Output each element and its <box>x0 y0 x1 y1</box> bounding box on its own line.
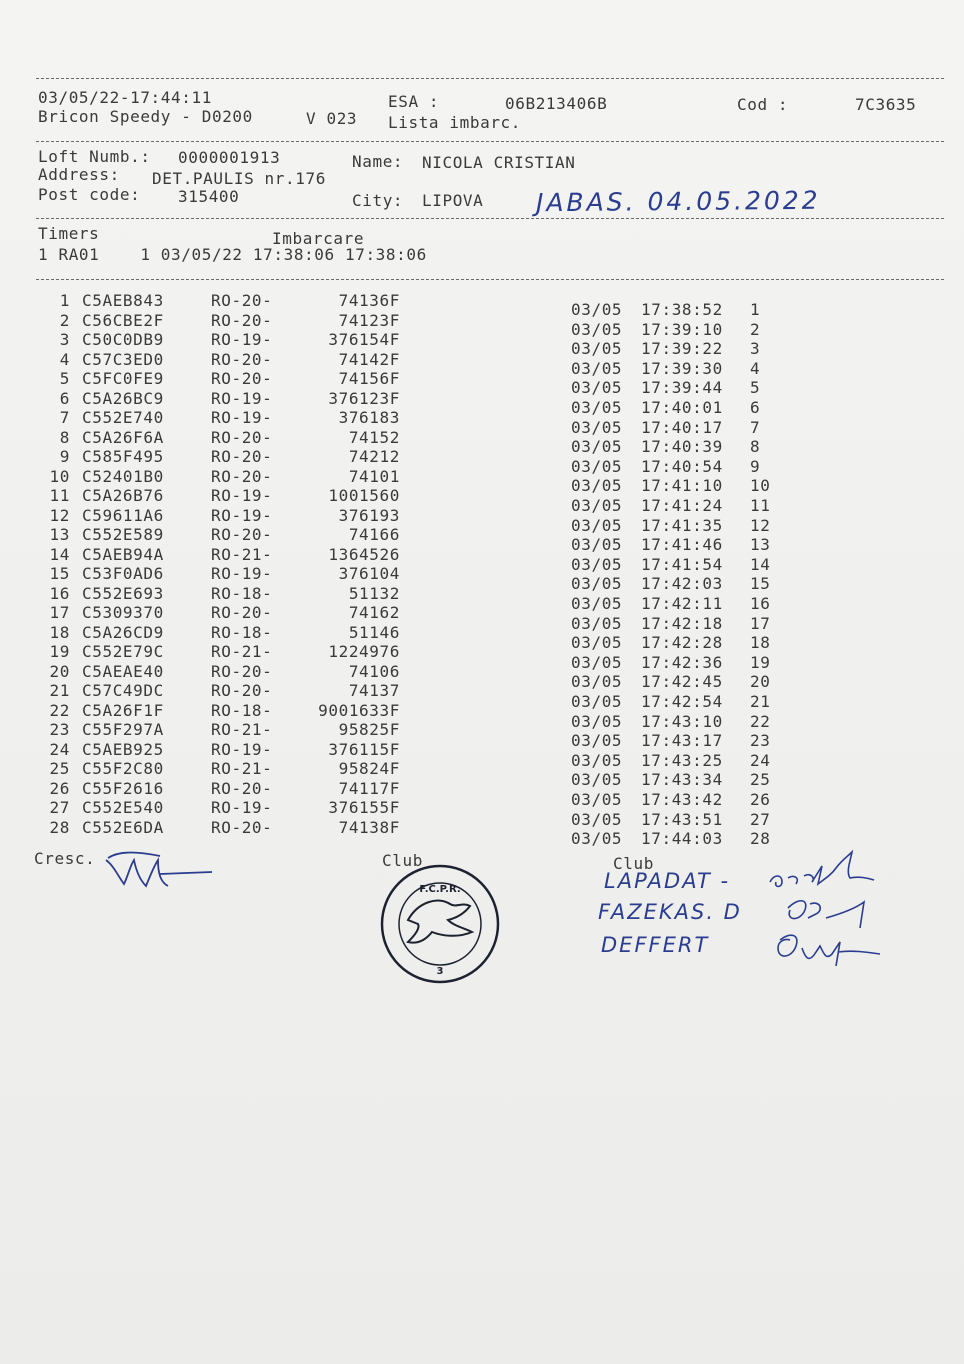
entry-index: 10 <box>49 466 70 486</box>
entry-ring-prefix: RO-19- <box>211 408 273 427</box>
post-code-value: 315400 <box>178 187 240 206</box>
entry-date: 03/05 <box>571 417 623 437</box>
entry-ring-code: C5A26CD9 <box>82 622 164 642</box>
entry-ring-prefix: RO-19- <box>211 564 273 583</box>
entry-index: 4 <box>59 349 70 369</box>
entry-ring-code: C5AEB925 <box>82 739 164 759</box>
cod-label: Cod : <box>737 95 789 114</box>
entry-rank: 14 <box>750 554 771 574</box>
entry-ring-code: C5AEAE40 <box>82 661 164 681</box>
entry-index: 6 <box>59 388 70 408</box>
club-stamp <box>378 862 503 987</box>
entry-ring-prefix: RO-21- <box>211 759 273 778</box>
city-value: LIPOVA <box>422 191 484 210</box>
entry-index: 17 <box>49 603 70 622</box>
table-row <box>0 817 964 849</box>
entry-rank: 19 <box>750 652 771 672</box>
entry-date: 03/05 <box>571 515 623 535</box>
cod-value: 7C3635 <box>855 95 917 114</box>
entry-ring-code: C5A26BC9 <box>82 388 164 408</box>
entry-rank: 15 <box>750 574 771 594</box>
separator-header <box>36 141 944 142</box>
entry-index: 15 <box>49 564 70 583</box>
entry-time: 17:40:39 <box>641 437 723 457</box>
entry-ring-code: C5A26F1F <box>82 700 164 720</box>
entry-ring-code: C55F297A <box>82 720 164 739</box>
entry-date: 03/05 <box>571 554 623 574</box>
entry-time: 17:44:03 <box>641 829 723 849</box>
breeder-signature <box>100 846 215 892</box>
entry-date: 03/05 <box>571 770 623 790</box>
table-row <box>0 310 964 339</box>
entry-ring-number: 1001560 <box>328 486 400 505</box>
entry-ring-prefix: RO-19- <box>211 486 273 505</box>
entry-ring-code: C5A26F6A <box>82 427 164 447</box>
entry-time: 17:42:45 <box>641 672 723 692</box>
entry-ring-number: 74138F <box>338 817 400 837</box>
entry-time: 17:42:54 <box>641 692 723 711</box>
entry-index: 28 <box>49 817 70 837</box>
entry-ring-prefix: RO-20- <box>211 466 273 486</box>
entry-time: 17:43:42 <box>641 790 723 809</box>
entry-date: 03/05 <box>571 692 623 711</box>
entry-ring-number: 74142F <box>338 349 400 369</box>
entry-index: 2 <box>59 310 70 330</box>
entry-time: 17:43:10 <box>641 711 723 731</box>
entry-ring-prefix: RO-19- <box>211 330 273 349</box>
entry-rank: 12 <box>750 515 771 535</box>
entry-rank: 21 <box>750 692 771 711</box>
loft-value: 0000001913 <box>178 148 281 167</box>
entry-ring-code: C5FC0FE9 <box>82 369 164 388</box>
handwritten-name-2: FAZEKAS. D <box>598 900 742 924</box>
entry-rank: 5 <box>750 378 761 398</box>
entry-date: 03/05 <box>571 613 623 633</box>
entry-ring-code: C5A26B76 <box>82 486 164 505</box>
entry-ring-prefix: RO-20- <box>211 681 273 700</box>
entry-ring-number: 74117F <box>338 778 400 798</box>
entry-index: 11 <box>49 486 70 505</box>
entry-ring-code: C52401B0 <box>82 466 164 486</box>
device-version: V 023 <box>306 109 358 128</box>
entry-index: 13 <box>49 525 70 544</box>
entry-ring-prefix: RO-20- <box>211 525 273 544</box>
entry-ring-code: C552E79C <box>82 642 164 661</box>
entry-ring-number: 376123F <box>328 388 400 408</box>
entry-time: 17:40:17 <box>641 417 723 437</box>
entry-ring-prefix: RO-20- <box>211 310 273 330</box>
entry-time: 17:43:34 <box>641 770 723 790</box>
entry-rank: 25 <box>750 770 771 790</box>
entry-ring-code: C56CBE2F <box>82 310 164 330</box>
club-signatures <box>760 848 890 978</box>
entry-rank: 26 <box>750 790 771 809</box>
entry-date: 03/05 <box>571 809 623 829</box>
entry-ring-prefix: RO-20- <box>211 603 273 622</box>
entry-index: 23 <box>49 720 70 739</box>
entry-rank: 1 <box>750 300 761 319</box>
entry-date: 03/05 <box>571 378 623 398</box>
entry-ring-number: 74156F <box>338 369 400 388</box>
entry-ring-code: C53F0AD6 <box>82 564 164 583</box>
cresc-label: Cresc. <box>34 849 96 868</box>
entry-rank: 2 <box>750 319 761 339</box>
entry-date: 03/05 <box>571 300 623 319</box>
entry-ring-number: 1224976 <box>328 642 400 661</box>
entry-ring-number: 376183 <box>338 408 400 427</box>
entry-date: 03/05 <box>571 398 623 417</box>
entry-rank: 20 <box>750 672 771 692</box>
entry-ring-code: C552E740 <box>82 408 164 427</box>
entry-index: 8 <box>59 427 70 447</box>
entry-time: 17:39:44 <box>641 378 723 398</box>
entry-index: 9 <box>59 447 70 466</box>
timers-label: Timers <box>38 224 100 243</box>
entry-rank: 23 <box>750 731 771 751</box>
entry-ring-code: C552E589 <box>82 525 164 544</box>
address-value: DET.PAULIS nr.176 <box>152 169 326 188</box>
entry-index: 21 <box>49 681 70 700</box>
entry-date: 03/05 <box>571 437 623 457</box>
entry-ring-number: 74152 <box>348 427 400 447</box>
svg-text:3: 3 <box>436 966 444 977</box>
entry-time: 17:40:01 <box>641 398 723 417</box>
entry-date: 03/05 <box>571 456 623 476</box>
entry-ring-code: C55F2616 <box>82 778 164 798</box>
entry-date: 03/05 <box>571 476 623 496</box>
entry-ring-number: 74212 <box>348 447 400 466</box>
entry-ring-number: 74162 <box>348 603 400 622</box>
loft-label: Loft Numb.: <box>38 147 151 166</box>
entry-time: 17:42:28 <box>641 633 723 653</box>
separator-loft <box>36 218 944 219</box>
entry-ring-number: 51146 <box>348 622 400 642</box>
entry-rank: 13 <box>750 535 771 555</box>
esa-label: ESA : <box>388 92 440 111</box>
entry-ring-number: 74106 <box>348 661 400 681</box>
entry-index: 20 <box>49 661 70 681</box>
entry-ring-number: 74136F <box>338 291 400 310</box>
entry-rank: 17 <box>750 613 771 633</box>
entry-rank: 22 <box>750 711 771 731</box>
entry-time: 17:43:17 <box>641 731 723 751</box>
entry-index: 16 <box>49 583 70 603</box>
entry-ring-number: 95825F <box>338 720 400 739</box>
esa-value: 06B213406B <box>505 94 608 113</box>
header-datetime: 03/05/22-17:44:11 <box>38 88 212 107</box>
svg-text:F.C.P.R.: F.C.P.R. <box>419 884 461 895</box>
device-name: Bricon Speedy - D0200 <box>38 107 253 126</box>
entry-rank: 4 <box>750 358 761 378</box>
entry-date: 03/05 <box>571 750 623 770</box>
entry-ring-code: C5309370 <box>82 603 164 622</box>
entry-ring-number: 376104 <box>338 564 400 583</box>
entry-rank: 9 <box>750 456 761 476</box>
entry-date: 03/05 <box>571 496 623 515</box>
entry-ring-code: C552E693 <box>82 583 164 603</box>
post-code-label: Post code: <box>38 185 141 204</box>
entry-ring-code: C585F495 <box>82 447 164 466</box>
entry-ring-prefix: RO-20- <box>211 427 273 447</box>
separator-timers <box>36 279 944 280</box>
entry-ring-code: C57C49DC <box>82 681 164 700</box>
entry-ring-code: C57C3ED0 <box>82 349 164 369</box>
entry-ring-number: 95824F <box>338 759 400 778</box>
entry-time: 17:39:30 <box>641 358 723 378</box>
entry-ring-prefix: RO-21- <box>211 544 273 564</box>
table-row <box>0 291 964 319</box>
entry-index: 12 <box>49 505 70 525</box>
entry-ring-number: 9001633F <box>318 700 400 720</box>
entry-rank: 7 <box>750 417 761 437</box>
entry-ring-number: 74166 <box>348 525 400 544</box>
entry-time: 17:42:03 <box>641 574 723 594</box>
handwritten-name-1: LAPADAT - <box>604 869 731 893</box>
entry-date: 03/05 <box>571 790 623 809</box>
entry-index: 1 <box>59 291 70 310</box>
name-label: Name: <box>352 152 404 171</box>
entry-ring-code: C552E6DA <box>82 817 164 837</box>
entry-index: 22 <box>49 700 70 720</box>
entry-ring-prefix: RO-21- <box>211 720 273 739</box>
entry-ring-prefix: RO-19- <box>211 505 273 525</box>
timers-line: 1 RA01 1 03/05/22 17:38:06 17:38:06 <box>38 245 427 264</box>
entry-time: 17:42:18 <box>641 613 723 633</box>
entry-date: 03/05 <box>571 829 623 849</box>
entry-ring-number: 1364526 <box>328 544 400 564</box>
entry-index: 19 <box>49 642 70 661</box>
entry-ring-prefix: RO-20- <box>211 778 273 798</box>
entry-time: 17:39:10 <box>641 319 723 339</box>
entry-ring-prefix: RO-20- <box>211 349 273 369</box>
entry-time: 17:40:54 <box>641 456 723 476</box>
entry-time: 17:41:10 <box>641 476 723 496</box>
entry-date: 03/05 <box>571 574 623 594</box>
entry-ring-code: C50C0DB9 <box>82 330 164 349</box>
entry-rank: 6 <box>750 398 761 417</box>
entry-ring-prefix: RO-20- <box>211 291 273 310</box>
entry-time: 17:43:25 <box>641 750 723 770</box>
entry-ring-prefix: RO-20- <box>211 817 273 837</box>
entry-index: 14 <box>49 544 70 564</box>
separator-top <box>36 78 944 79</box>
entry-ring-code: C5AEB843 <box>82 291 164 310</box>
entry-ring-prefix: RO-18- <box>211 622 273 642</box>
entry-date: 03/05 <box>571 339 623 359</box>
entry-index: 26 <box>49 778 70 798</box>
list-title: Lista imbarc. <box>388 113 522 132</box>
entry-ring-number: 74101 <box>348 466 400 486</box>
club-label-1: Club <box>382 851 423 870</box>
entry-rank: 10 <box>750 476 771 496</box>
entry-rank: 3 <box>750 339 761 359</box>
club-label-2: Club <box>613 854 654 873</box>
entry-rank: 27 <box>750 809 771 829</box>
entry-time: 17:38:52 <box>641 300 723 319</box>
entry-ring-prefix: RO-21- <box>211 642 273 661</box>
entry-rank: 28 <box>750 829 771 849</box>
entry-ring-code: C5AEB94A <box>82 544 164 564</box>
entry-time: 17:42:11 <box>641 594 723 613</box>
entry-time: 17:42:36 <box>641 652 723 672</box>
entry-ring-number: 376193 <box>338 505 400 525</box>
entry-date: 03/05 <box>571 358 623 378</box>
handwritten-name-3: DEFFERT <box>601 933 710 957</box>
entry-ring-code: C552E540 <box>82 798 164 817</box>
entry-date: 03/05 <box>571 594 623 613</box>
entry-time: 17:41:24 <box>641 496 723 515</box>
name-value: NICOLA CRISTIAN <box>422 153 576 172</box>
entry-ring-code: C59611A6 <box>82 505 164 525</box>
entry-ring-number: 74137 <box>348 681 400 700</box>
entry-time: 17:41:46 <box>641 535 723 555</box>
entry-ring-prefix: RO-19- <box>211 388 273 408</box>
entry-date: 03/05 <box>571 319 623 339</box>
entry-index: 7 <box>59 408 70 427</box>
entry-date: 03/05 <box>571 672 623 692</box>
entry-ring-prefix: RO-20- <box>211 369 273 388</box>
entry-time: 17:41:54 <box>641 554 723 574</box>
city-label: City: <box>352 191 404 210</box>
entry-ring-number: 376115F <box>328 739 400 759</box>
entry-date: 03/05 <box>571 633 623 653</box>
entry-rank: 8 <box>750 437 761 457</box>
entry-rank: 24 <box>750 750 771 770</box>
entry-time: 17:43:51 <box>641 809 723 829</box>
entry-ring-code: C55F2C80 <box>82 759 164 778</box>
entry-date: 03/05 <box>571 535 623 555</box>
handwritten-date-note: JABAS. 04.05.2022 <box>535 185 821 218</box>
entry-index: 5 <box>59 369 70 388</box>
entry-ring-prefix: RO-20- <box>211 447 273 466</box>
entry-time: 17:41:35 <box>641 515 723 535</box>
entry-index: 24 <box>49 739 70 759</box>
entry-ring-number: 376155F <box>328 798 400 817</box>
entry-date: 03/05 <box>571 731 623 751</box>
entry-index: 18 <box>49 622 70 642</box>
entry-date: 03/05 <box>571 652 623 672</box>
entry-time: 17:39:22 <box>641 339 723 359</box>
imbarcare-label: Imbarcare <box>272 229 365 248</box>
entry-ring-number: 51132 <box>348 583 400 603</box>
entry-date: 03/05 <box>571 711 623 731</box>
entry-ring-prefix: RO-19- <box>211 798 273 817</box>
entry-ring-number: 376154F <box>328 330 400 349</box>
entry-ring-prefix: RO-18- <box>211 583 273 603</box>
entry-rank: 16 <box>750 594 771 613</box>
entry-ring-prefix: RO-20- <box>211 661 273 681</box>
entry-index: 3 <box>59 330 70 349</box>
entry-ring-prefix: RO-18- <box>211 700 273 720</box>
entry-rank: 11 <box>750 496 771 515</box>
entry-index: 27 <box>49 798 70 817</box>
entry-ring-prefix: RO-19- <box>211 739 273 759</box>
entry-ring-number: 74123F <box>338 310 400 330</box>
entry-rank: 18 <box>750 633 771 653</box>
entry-index: 25 <box>49 759 70 778</box>
address-label: Address: <box>38 165 120 184</box>
